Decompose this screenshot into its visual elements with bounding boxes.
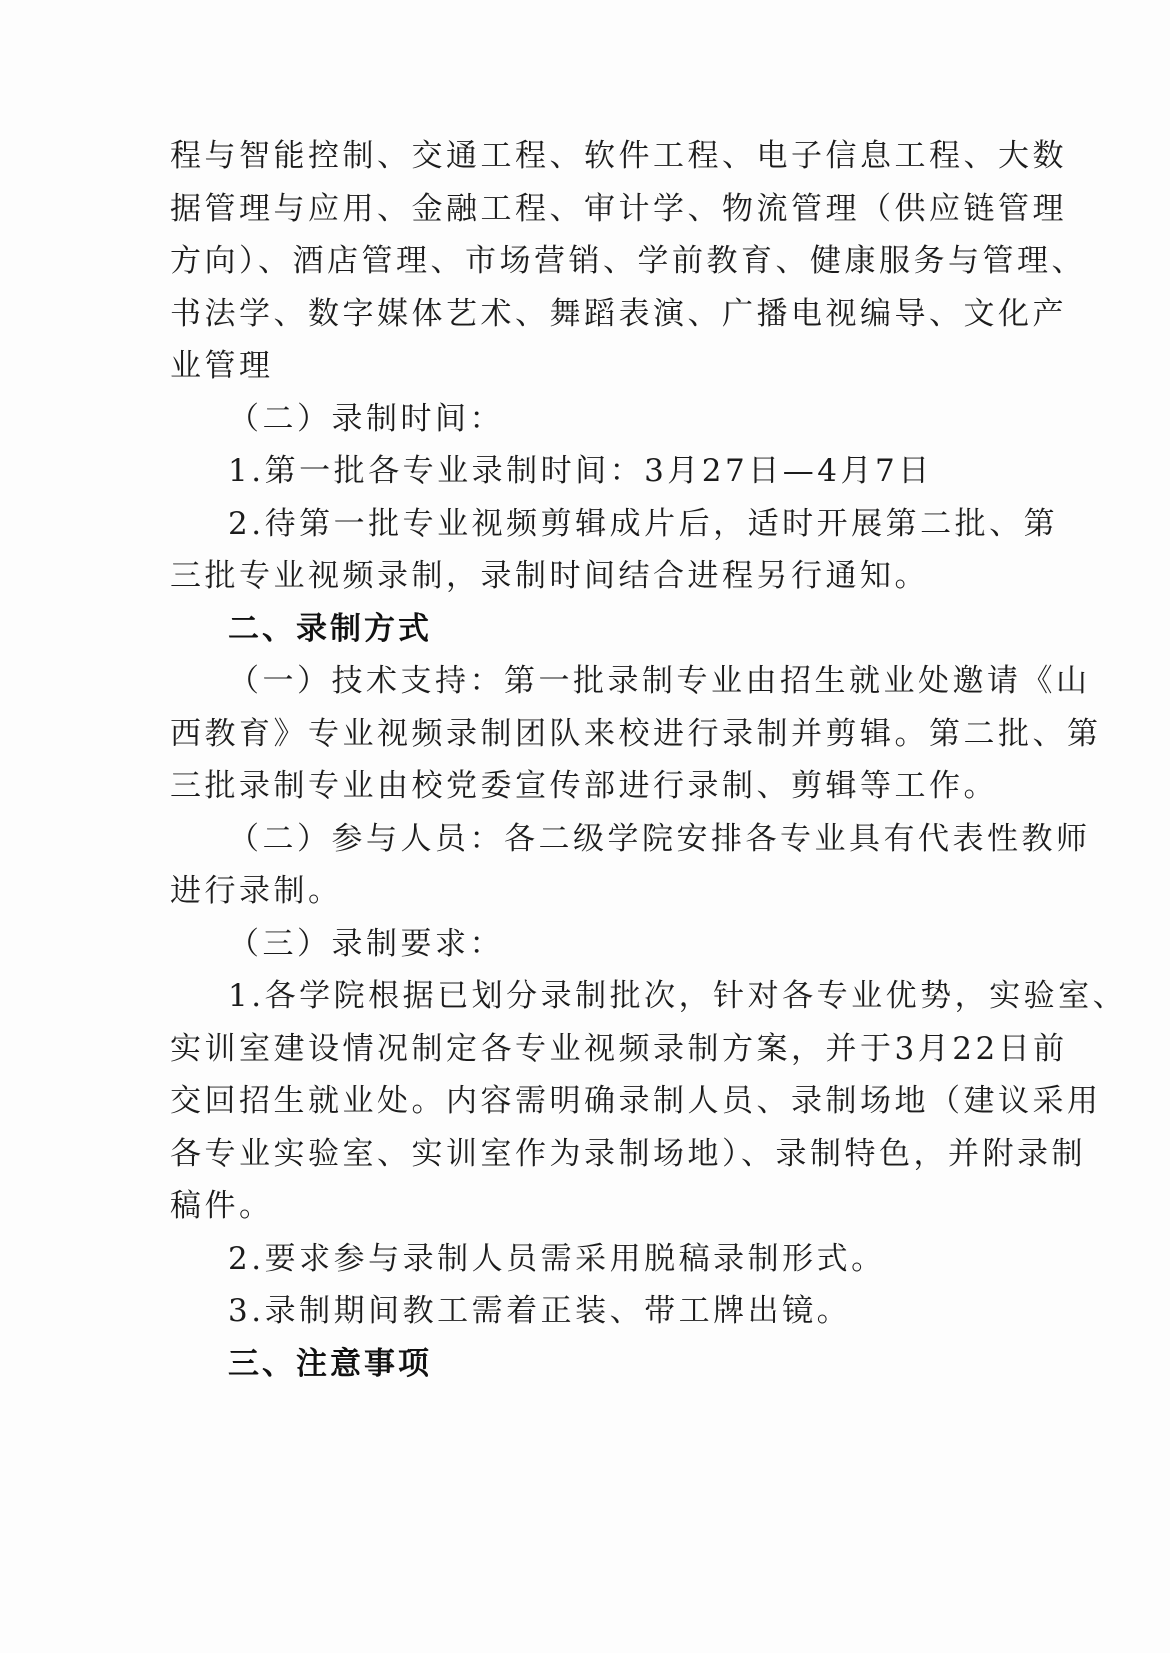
body-text-line: 1.各学院根据已划分录制批次，针对各专业优势，实验室、: [228, 978, 1128, 1014]
body-text-line: 交回招生就业处。内容需明确录制人员、录制场地（建议采用: [170, 1083, 1102, 1119]
subsection-heading: （二）录制时间：: [228, 401, 504, 437]
body-text-line: 2.要求参与录制人员需采用脱稿录制形式。: [228, 1241, 886, 1277]
subsection-heading: （三）录制要求：: [228, 926, 504, 962]
body-text-line: 三批录制专业由校党委宣传部进行录制、剪辑等工作。: [170, 768, 998, 804]
body-text-line: 据管理与应用、金融工程、审计学、物流管理（供应链管理: [170, 191, 1067, 227]
body-text-line: 程与智能控制、交通工程、软件工程、电子信息工程、大数: [170, 138, 1067, 174]
body-text-line: 稿件。: [170, 1188, 274, 1224]
body-text-line: 3.录制期间教工需着正装、带工牌出镜。: [228, 1293, 852, 1329]
body-text-line: 1.第一批各专业录制时间：3月27日—4月7日: [228, 453, 933, 489]
body-text-line: 书法学、数字媒体艺术、舞蹈表演、广播电视编导、文化产: [170, 296, 1067, 332]
body-text-line: 三批专业视频录制，录制时间结合进程另行通知。: [170, 558, 929, 594]
body-text-line: （二）参与人员：各二级学院安排各专业具有代表性教师: [228, 821, 1091, 857]
body-text-line: 进行录制。: [170, 873, 343, 909]
body-text-line: 各专业实验室、实训室作为录制场地）、录制特色，并附录制: [170, 1136, 1086, 1172]
body-text-line: 2.待第一批专业视频剪辑成片后，适时开展第二批、第: [228, 506, 1059, 542]
body-text-line: （一）技术支持：第一批录制专业由招生就业处邀请《山: [228, 663, 1091, 699]
body-text-line: 实训室建设情况制定各专业视频录制方案，并于3月22日前: [170, 1031, 1068, 1067]
section-heading: 三、注意事项: [228, 1346, 432, 1382]
body-text-line: 方向）、酒店管理、市场营销、学前教育、健康服务与管理、: [170, 243, 1086, 279]
section-heading: 二、录制方式: [228, 611, 432, 647]
body-text-line: 西教育》专业视频录制团队来校进行录制并剪辑。第二批、第: [170, 716, 1102, 752]
body-text-line: 业管理: [170, 348, 274, 384]
